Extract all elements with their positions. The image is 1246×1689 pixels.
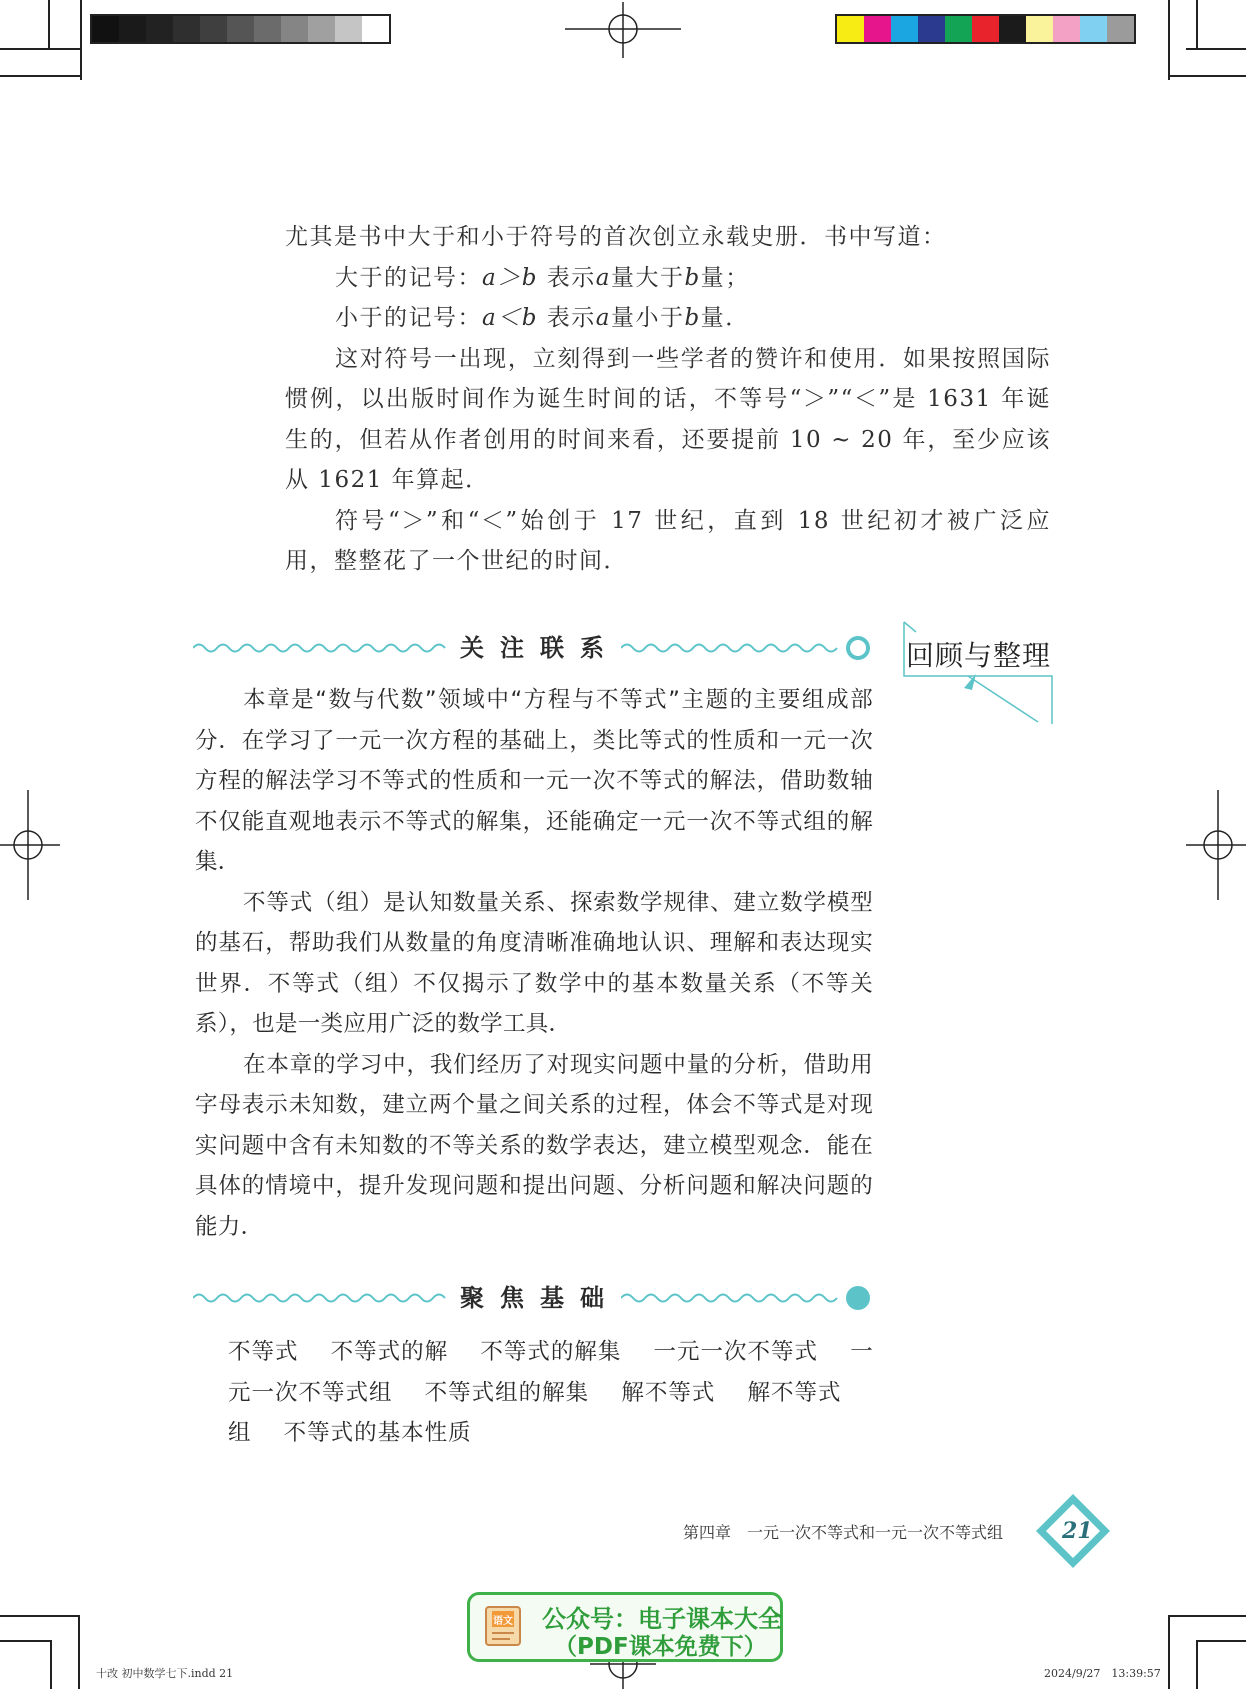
- paragraph: 不等式（组）是认知数量关系、探索数学规律、建立数学模型的基石，帮助我们从数量的角度清晰准确地认识、理解和表达现实世界．不等式（组）不仅揭示了数学中的基本数量关系（不等关系），也是一类应用广泛的数学工具．: [195, 889, 873, 1037]
- watermark-line2: （PDF课本免费下）: [554, 1634, 767, 1660]
- section-title: 关注联系: [460, 634, 620, 662]
- timestamp: 2024/9/27 13:39:57: [1044, 1667, 1161, 1680]
- page-number: 21: [1062, 1518, 1093, 1544]
- paragraph: 本章是“数与代数”领域中“方程与不等式”主题的主要组成部分．在学习了一元一次方程的基础上，类比等式的性质和一元一次方程的解法学习不等式的性质和一元一次不等式的解法，借助数轴不仅能直观地表示不等式的解集，还能确定一元一次不等式组的解集．: [195, 687, 873, 875]
- term: 解不等式组: [228, 1379, 842, 1446]
- crop-mark: [1196, 0, 1198, 50]
- wavy-line: [193, 1288, 453, 1308]
- section-header: [193, 628, 873, 668]
- paragraph: 尤其是书中大于和小于符号的首次创立永载史册．书中写道：: [285, 224, 947, 250]
- crop-mark: [1168, 1615, 1170, 1689]
- registration-mark: [565, 2, 681, 58]
- crop-mark: [0, 75, 82, 77]
- term: 一元一次不等式: [653, 1339, 819, 1365]
- watermark-stamp: [467, 1592, 783, 1662]
- file-info: 十改 初中数学七下.indd 21: [96, 1667, 234, 1680]
- wavy-line: [621, 634, 873, 662]
- registration-mark: [0, 790, 60, 900]
- crop-mark: [1186, 48, 1246, 50]
- book-icon: [482, 1603, 532, 1649]
- key-terms: [228, 1332, 878, 1454]
- crop-mark: [1196, 1640, 1198, 1689]
- crop-mark: [0, 1640, 50, 1642]
- crop-mark: [50, 1640, 52, 1689]
- term: 不等式的解集: [480, 1339, 622, 1365]
- crop-mark: [0, 48, 80, 50]
- side-title: 回顾与整理: [906, 639, 1052, 672]
- crop-mark: [1168, 75, 1246, 77]
- registration-mark: [1186, 790, 1246, 900]
- term: 不等式的解: [330, 1339, 449, 1365]
- term: 解不等式: [621, 1379, 716, 1406]
- paragraph: 小于的记号：a＜b 表示a量小于b量．: [335, 305, 750, 331]
- section-title: 聚焦基础: [460, 1284, 620, 1312]
- upper-passage: [285, 217, 1051, 582]
- color-bar: [835, 14, 1136, 44]
- crop-mark: [1168, 1615, 1246, 1617]
- crop-mark: [1196, 1640, 1246, 1642]
- paragraph: 这对符号一出现，立刻得到一些学者的赞许和使用．如果按照国际惯例，以出版时间作为诞生时间的话，不等号“＞”“＜”是 1631 年诞生的，但若从作者创用的时间来看，还要提前 10 ~ 20 年，至少应该从 1621 年算起．: [285, 345, 1051, 493]
- section1-body: [195, 680, 873, 1247]
- crop-mark: [80, 0, 82, 80]
- term: 不等式: [228, 1339, 299, 1365]
- wavy-line: [193, 638, 453, 658]
- wavy-line: [621, 1284, 873, 1312]
- paragraph: 大于的记号：a＞b 表示a量大于b量；: [335, 264, 750, 291]
- term: 一元一次不等式组: [228, 1339, 874, 1406]
- crop-mark: [78, 1615, 80, 1689]
- section-header: [193, 1278, 873, 1318]
- grayscale-bar: [90, 14, 391, 44]
- crop-mark: [1168, 0, 1170, 80]
- chapter-footer: 第四章 一元一次不等式和一元一次不等式组: [683, 1523, 1004, 1542]
- paragraph: 在本章的学习中，我们经历了对现实问题中量的分析，借助用字母表示未知数，建立两个量之间关系的过程，体会不等式是对现实问题中含有未知数的不等关系的数学表达，建立模型观念．能在具体的情境中，提升发现问题和提出问题、分析问题和解决问题的能力．: [195, 1051, 873, 1240]
- watermark-line1: 公众号：电子课本大全: [542, 1605, 782, 1633]
- crop-mark: [48, 0, 50, 50]
- crop-mark: [0, 1615, 78, 1617]
- term: 不等式的基本性质: [283, 1420, 472, 1446]
- paragraph: 符号“＞”和“＜”始创于 17 世纪，直到 18 世纪初才被广泛应用，整整花了一个世纪的时间．: [285, 507, 1051, 574]
- term: 不等式组的解集: [424, 1379, 590, 1406]
- badge-text: 语文: [493, 1616, 513, 1627]
